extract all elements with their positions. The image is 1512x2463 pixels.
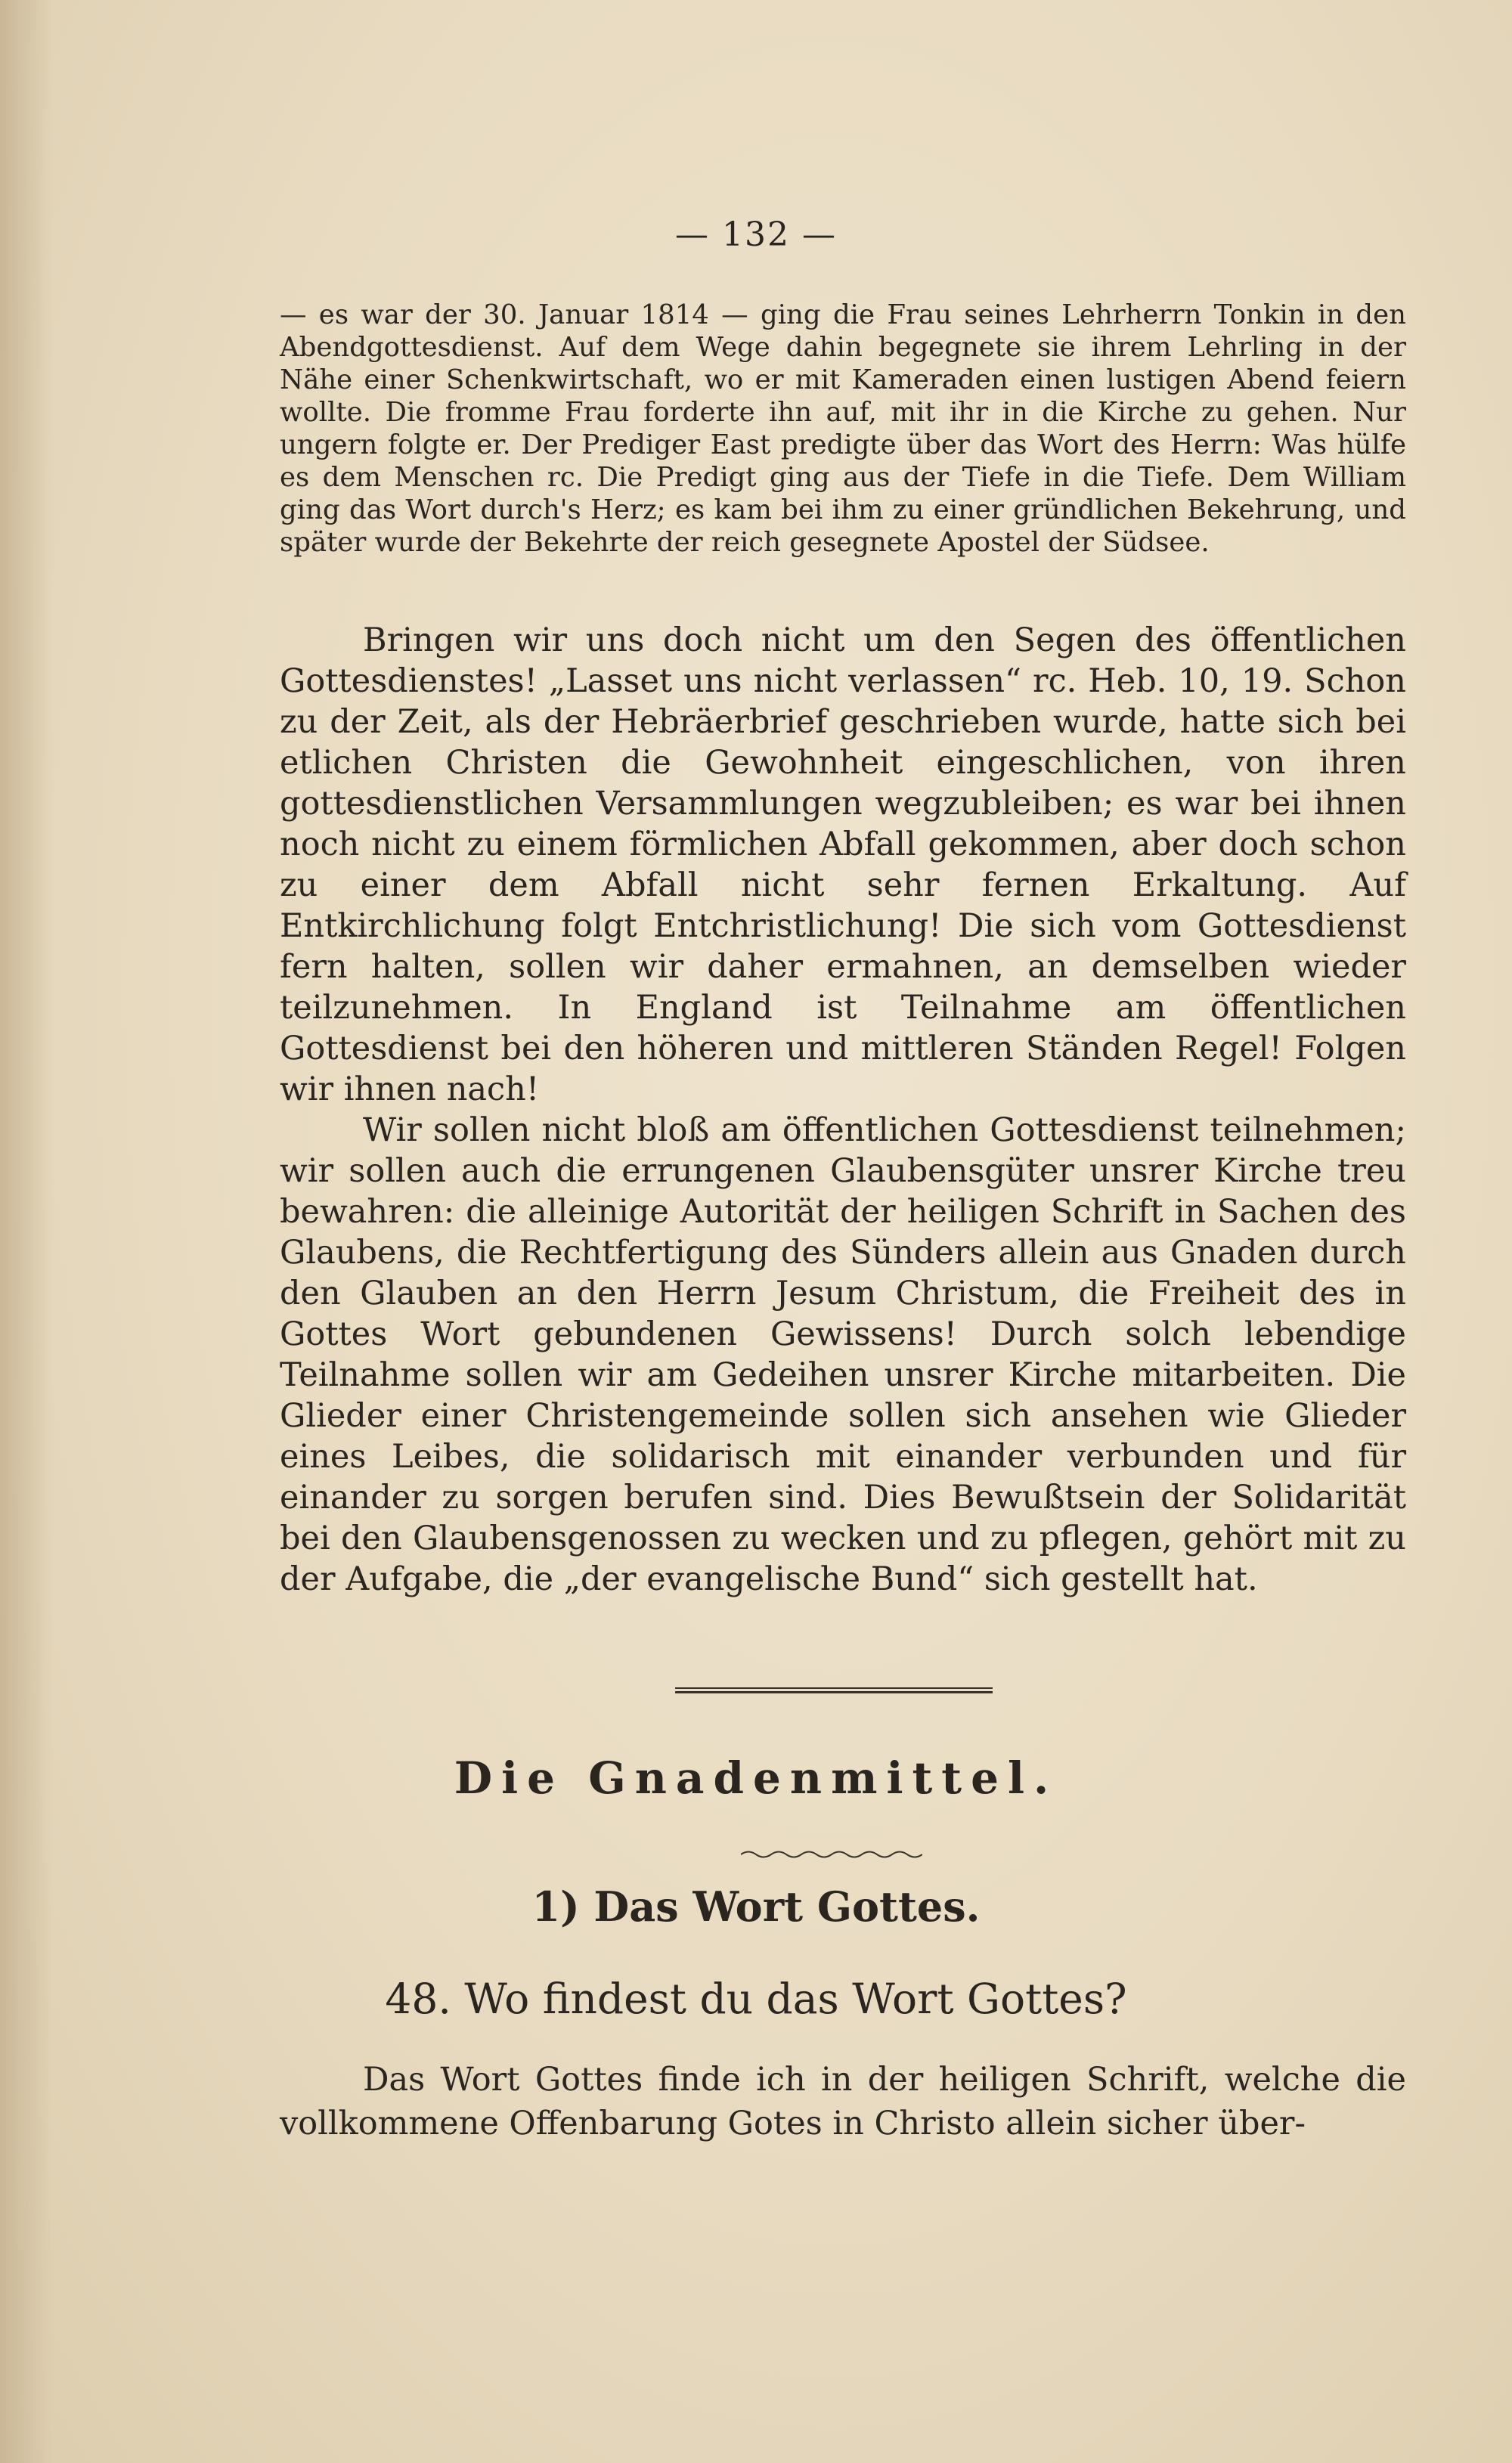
question-heading: 48. Wo findest du das Wort Gottes? xyxy=(385,1975,1127,2023)
small-print-paragraph-block xyxy=(280,299,1406,559)
main-text-block xyxy=(280,620,1406,1600)
answer-text-block xyxy=(280,2058,1406,2145)
ornament-squiggle xyxy=(741,1849,922,1860)
page-number: — 132 — xyxy=(675,215,837,254)
section-title: Die Gnadenmittel. xyxy=(454,1752,1058,1804)
answer-paragraph: Das Wort Gottes finde ich in der heiligen Schrift, welche die vollkommene Offenbarung Gotes in Christo allein sicher über- xyxy=(280,2061,1406,2142)
subsection-title: 1) Das Wort Gottes. xyxy=(531,1882,981,1931)
small-paragraph: — es war der 30. Januar 1814 — ging die Frau seines Lehrherrn Tonkin in den Abendgottesdienst. Auf dem Wege dahin begegnete sie ihrem Lehrling in der Nähe einer Schenkwirtschaft, wo er mit Kameraden einen lustigen Abend feiern wollte. Die fromme Frau forderte ihn auf, mit ihr in die Kirche zu gehen. Nur ungern folgte er. Der Prediger East predigte über das Wort des Herrn: Was hülfe es dem Menschen rc. Die Predigt ging aus der Tiefe in die Tiefe. Dem William ging das Wort durch's Herz; es kam bei ihm zu einer gründlichen Bekehrung, und später wurde der Bekehrte der reich gesegnete Apostel der Südsee. xyxy=(280,299,1406,558)
paragraph-2: Wir sollen nicht bloß am öffentlichen Gottesdienst teilnehmen; wir sollen auch die errungenen Glaubensgüter unsrer Kirche treu bewahren: die alleinige Autorität der heiligen Schrift in Sachen des Glaubens, die Rechtfertigung des Sünders allein aus Gnaden durch den Glauben an den Herrn Jesum Christum, die Freiheit des in Gottes Wort gebundenen Gewissens! Durch solch lebendige Teilnahme sollen wir am Gedeihen unsrer Kirche mitarbeiten. Die Glieder einer Christengemeinde sollen sich ansehen wie Glieder eines Leibes, die solidarisch mit einander verbunden und für einander zu sorgen berufen sind. Dies Bewußtsein der Solidarität bei den Glaubensgenossen zu wecken und zu pflegen, gehört mit zu der Aufgabe, die „der evangelische Bund“ sich gestellt hat. xyxy=(280,1111,1406,1598)
section-divider xyxy=(675,1687,993,1695)
paragraph-1: Bringen wir uns doch nicht um den Segen des öffentlichen Gottesdienstes! „Lasset uns nicht verlassen“ rc. Heb. 10, 19. Schon zu der Zeit, als der Hebräerbrief geschrieben wurde, hatte sich bei etlichen Christen die Gewohnheit eingeschlichen, von ihren gottesdienstlichen Versammlungen wegzubleiben; es war bei ihnen noch nicht zu einem förmlichen Abfall gekommen, aber doch schon zu einer dem Abfall nicht sehr fernen Erkaltung. Auf Entkirchlichung folgt Entchristlichung! Die sich vom Gottesdienst fern halten, sollen wir daher ermahnen, an demselben wieder teilzunehmen. In England ist Teilnahme am öffentlichen Gottesdienst bei den höheren und mittleren Ständen Regel! Folgen wir ihnen nach! xyxy=(280,621,1406,1108)
